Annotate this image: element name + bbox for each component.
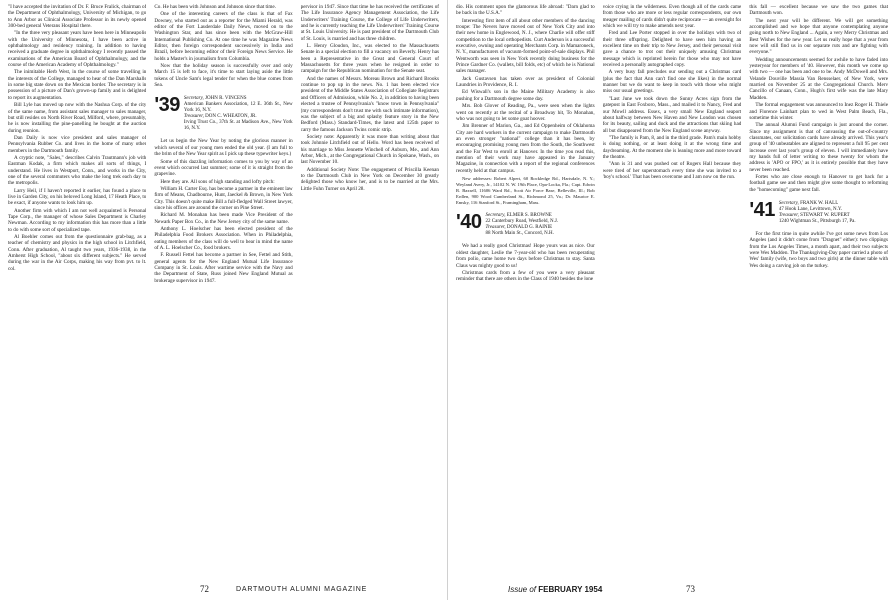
secretary-name: ELMER S. BROWNE	[506, 213, 552, 219]
issue-label: Issue of	[508, 584, 537, 594]
treasurer-name: STEWART W. RUPERT	[800, 212, 850, 218]
paragraph: William H. Carter Esq. has become a partner in the eminent law firm of Means, Chadbourne, Hunt, Jaeckel & Brown, in New York City. This doesn't quite make Bill a full-fledged Wall Street lawyer, since his offices are around the corner on Pine Street.	[154, 185, 293, 211]
paragraph: A cryptic note, "Sales," describes Calvin Trautmann's job with Eastman Kodak, a firm which makes all sorts of things, I understand. He lives in Westport, Conn., and works in the City, one of the several commuters who make the long trek each day to the metropolis.	[8, 154, 147, 187]
paragraph: Let us begin the New Year by noting the glorious manner in which several of our young men ended the old year. (I am full to the brim of the New Year spirit as I pick up these typewriter keys.)	[154, 138, 293, 158]
right-col-2	[603, 4, 742, 580]
secretary-label: Secretary,	[485, 213, 506, 219]
paragraph: Christmas cards from a few of you were a very pleasant reminder that there are others in the Class of 1940 besides the lone	[456, 269, 595, 283]
paragraph: Jack Gustavsen has taken over as president of Colonial Laundries in Providence, R. I.	[456, 75, 595, 89]
paragraph: Fortes who are close enough to Hanover to get back for a football game see and then might give some thought to reforming the "homecoming" game next fall.	[749, 173, 888, 193]
paragraph: pervisor in 1947. Since that time he has received the certificates of The Life Insurance Agency Management Association, the Life Underwriters' Training Course, the College of Life Underwriters, and he is currently teaching the Life Underwriters' Training Course at St. Louis University. He is past president of the Dartmouth Club of St. Louis, is married and has three children.	[300, 4, 439, 42]
paragraph: The next year will be different. We will get something accomplished and we hope that anyone contemplating anyone going north to New England ... Again, a very Merry Christmas and Best Wishes for the new year. Let us really hope that a year from now will still find us in our separate ruts and are fighting with everyone."	[749, 17, 888, 56]
secretary-label: Secretary,	[778, 200, 799, 206]
treasurer-name: DON C. WHEATON, JR.	[205, 114, 257, 120]
paragraph: F. Russell Fettel has become a partner in See, Fettel and Stith, general agents for the New England Mutual Life Insurance Company in St. Louis. After wartime service with the Navy and the Department of State, Russ joined New England Mutual as brokerage supervisor in 1947.	[154, 252, 293, 284]
class-year: '40	[456, 211, 482, 234]
magazine-title: DARTMOUTH ALUMNI MAGAZINE	[236, 585, 368, 593]
paragraph: Interesting first item of all about other members of the dancing troupe: The Nevers have moved out of New York City and into their new home in Englewood, N. J., where Charlie will offer stiff competition to the local orthopedists. Curt Anderson is a successful executive, owning and operating Merchants Corp. in Mamaroneck, N. Y., manufacturers of vacuum-formed point-of-sale displays. Phil Wentworth was seen in New York recently doing business for the Prince Gardner Co. (wallets, bill folds, etc) of which he is National sales manager.	[456, 17, 595, 75]
paragraph: Mrs. Bob Glover of Reading, Pa., were seen when the lights went on recently at the recital of a Broadway hit, To Monahan, who was not going to let some goat hoover.	[456, 103, 595, 122]
treasurer-address: 88 North Main St., Concord, N.H.	[485, 231, 554, 237]
paragraph: Co. He has been with Johnson and Johnson since that time.	[154, 4, 276, 10]
left-page-columns	[8, 4, 439, 580]
treasurer-address: Irving Trust Co., 37th St. at Madison Ave., New York 16, N.Y.	[183, 120, 293, 132]
issue-date	[508, 585, 602, 594]
right-page-footer	[448, 581, 896, 597]
paragraph: Some of this dazzling information comes to you by way of an event which occurred last summer; some of it is straight from the grapevine.	[154, 158, 293, 178]
treasurer-label: Treasurer,	[485, 225, 506, 231]
paragraph: voice crying in the wilderness. Even though all of the cards came from those who are more or less regular correspondents, our own meager mailing of cards didn't quite reciprocate — an oversight for which we will try to make amends next year.	[602, 4, 742, 30]
left-col-2	[154, 4, 292, 580]
class-year: '39	[154, 94, 180, 117]
right-col-1	[456, 4, 595, 580]
secretary-name: JOHN R. VINCENS	[205, 96, 247, 102]
paragraph: Anthony L. Hoelscher has been elected president of the Philadelphia Food Brokers Association. When in Philadelphia, eating members of the class will do well to bear in mind the name of A. L. Hoelscher Co., food brokers.	[154, 225, 293, 251]
left-col-1	[8, 4, 146, 580]
class-officers	[184, 96, 293, 132]
treasurer-name: DONALD G. RAINIE	[506, 225, 553, 231]
secretary-label: Secretary,	[183, 96, 204, 102]
paragraph: Another firm with which I am not well acquainted is Personal Tape Corp., the manager of whose Sales Department is Charley Newman. According to my information this has more than a little to do with some sort of specialized tape.	[8, 207, 147, 233]
paragraph: "I have accepted the invitation of Dr. F. Bruce Fralick, chairman of the Department of Ophthalmology, University of Michigan, to go to Ann Arbor as Clinical Associate Professor in its newly opened 300-bed general Veterans Hospital there.	[8, 4, 147, 30]
class-officers	[779, 201, 856, 225]
paragraph: Here they are. All sons of high standing and lofty pitch:	[160, 178, 275, 185]
paragraph: "Ann is 31 and was pushed out of Rogers Hall because they were tired of her superstomach every time she was invited to a 'boy's school.' That has been overcome and I am now on the run.	[602, 161, 742, 180]
class-1939-header	[154, 96, 292, 132]
paragraph: One of the interesting careers of the class is that of Fax Downey, who started out as a reporter for the Miami Herald, was editor of the Fort Lauderdale Daily News, moved on to the Washington Star, and has since been with the McGraw-Hill International Publishing Co. At one time he was Magazine News Editor, then foreign correspondent successively in India and Brazil, before becoming editor of their Foreign News Service. He holds a Master's in journalism from Columbia.	[154, 11, 293, 62]
paragraph: "The family is Pam, 8, and in the third grade. Pam's main hobby is doing nothing, or at least doing it at the wrong time and daydreaming. At the moment she is leaning more and more toward the theatre.	[602, 134, 742, 160]
issue-month: FEBRUARY 1954	[538, 584, 603, 594]
secretary-address: 22 Canterbury Road, Westfield, N.J.	[485, 219, 559, 225]
class-officers	[486, 213, 559, 237]
paragraph: L. Henry Gloudon, Inc., was elected to the Massachusetts Senate in a special election to fill a vacancy on Beverly. Henry has been a Representative in the Great and General Court of Massachusetts for three years when he resigned in order to campaign for the Republican nomination for the Senate seat.	[300, 43, 439, 75]
treasurer-label: Treasurer,	[778, 212, 799, 218]
paragraph: Wedding announcements seemed for awhile to have faded into yesteryear for members of '40. However, this month we come up with two — one has been and one to be. Andy McDowell and Mrs. Velande Douville Massia Van Rensselaer, of New York, were married on November 25 at the Congregational Church. Merv Cancillo of Canaan, Conn., Hugh's first wife was the late Mary Madden.	[749, 56, 888, 101]
left-page-footer	[0, 581, 447, 597]
paragraph: "Last June we took down the Sunny Acres sign from the gatepost in East Foxboro, Mass., and mailed it to Nancy, Fred and our Mowll address. Essex, a very small New England seaport about halfway between New Haven and New London was chosen for its beauty, sailing and duck and the attractions that skiing had all but disappeared from the New England scene anyway.	[602, 95, 742, 134]
paragraph: Fred and Lee Porter stopped in over the holidays with two of their three offspring. Delighted to have seen him having an excellent time on their trip to New Jersey, and their personal visit gave a chance to trot out their uniquely amusing Christmas message which is reprinted herein for those who may not have received a personally autographed copy.	[602, 30, 742, 69]
paragraph: The annual Alumni Fund campaign is just around the corner. Since my assignment is that of canvassing the out-of-country classmates, our solicitation cards have already arrived. This year's group of '40 unbeatables are aligned to represent a full 95 per cent increase over last year's group of eleven. I will immediately have my hands full of letter writing to these twenty for whom the address is 'APO or FPO,' as it is entirely possible that they have never been reached.	[749, 122, 888, 173]
left-col-3	[301, 4, 439, 580]
class-year: '41	[749, 198, 775, 221]
right-page-columns	[456, 4, 888, 580]
paragraph: Now that the holiday season is successfully over and only March 15 is left to face, it's time to start laying aside the little tokens of Uncle Sam's legal tender for when the blue comes from Sea.	[154, 63, 293, 89]
paragraph: Larry Heil, if I haven't reported it earlier, has found a place to live in Garden City, on his beloved Long Island, 17 Heath Place, to be exact, if anyone wants to look him up.	[8, 187, 147, 207]
page-number: 72	[200, 584, 209, 594]
paragraph: Dan Daily is now vice president and sales manager of Pennsylvania Rubber Co. and lives in the home of many other members in the Dartmouth family.	[8, 134, 147, 154]
right-page	[448, 0, 896, 600]
paragraph: We had a really good Christmas! Hope yours was as nice. Our oldest daughter, Leslie the 7-year-old who has been recuperating from polio, came home two days before Christmas to stay. Santa Claus was mighty good to us!	[456, 243, 595, 269]
right-col-3	[749, 4, 888, 580]
paragraph: "In the three very pleasant years have been here in Minneapolis with the University of Minnesota, I have been active in ophthalmology and residency training. In addition to having received a graduate degree in ophthalmology I recently passed the examinations of the American Board of Ophthalmology, and the course of the American Academy of Ophthalmology."	[8, 30, 147, 69]
treasurer-address: 1240 Wightman St., Pittsburgh 17, Pa.	[778, 218, 856, 224]
paragraph: dio. His comment upon the glamorous life abroad: "Darn glad to be back in the U.S.A."	[456, 4, 595, 17]
paragraph: Richard M. Monahan has been made Vice President of the Newark Paper Box Co., in the New Jersey city of the same name.	[154, 212, 293, 225]
paragraph: For the first time in quite awhile I've got some news from Los Angeles (and it didn't come from "Dragnet" either): two clippings from the Los Angeles Times, a month apart, and their two subjects were Wes Madden. The Thanksgiving-Day paper carried a photo of Wes' family (wife, two boys and two girls) at the dinner table with Wes doing a carving job on the turkey.	[749, 230, 888, 269]
paragraph: Al Boehler comes out from the questionnaire grab-bag, as a teacher of chemistry and physics in the high school in Litchfield, Conn. After graduation, Al taught two years, 1936-1938, in the Amherst High School, "about six different subjects." He served during the war in the Air Corps, making his way from pvt. to lt. col.	[8, 234, 147, 272]
paragraph: A very busy fall precludes our sending out a Christmas card (plus the fact that Ann can't find one she likes) in the normal manner but we do want to keep in touch with those who might miss our usual greetings.	[602, 69, 742, 95]
paragraph: this fall — excellent because we saw the two games that Dartmouth won.	[749, 4, 888, 17]
paragraph: Additional Society Note: The engagement of Priscilla Keenan to the Dartmouth Club in New York on December 30 greatly delighted those who know her, and is to be married at the Mrs. Little Fuhn Turner on April 28.	[300, 166, 439, 192]
page-number: 73	[686, 584, 695, 594]
paragraph: Jim Brenner of Marion, Ga., and Ed Oppenheim of Oklahoma City are hard workers in the current campaign to make Dartmouth an even stronger "national" college than it has been, by encouraging promising young men from the South, the Southwest and the Far West to enroll at Hanover. In the time you read this, mention of their work may have appeared in the January Magazine, in connection with a report of the regional conferences recently held at that campus.	[456, 123, 595, 174]
secretary-name: FRANK W. HALL	[800, 200, 839, 206]
paragraph: Bill Lyle has moved up now with the Nashua Corp. of the city of the same name, from assistant sales manager to sales manager, but still resides on North River Road, Milford, where, presumably, he is now installing the pine-panelling he bought at the auction during reunion.	[8, 102, 147, 134]
treasurer-label: Treasurer,	[183, 114, 204, 120]
paragraph: Society note: Apparently it was more than writing about that took Johnnie Litchfield out of Hello. Word has been received of his marriage to Miss Jennette Winchell of Auburn, Me., and Ann Arbor, Mich., at the Congregational Church in Spokane, Wash., on last November 10.	[300, 133, 439, 166]
paragraph: The formal engagement was announced to Inez Roger H. Thiele and Florence Lainhart plan to wed in West Palm Beach, Fla., sometime this winter.	[749, 102, 888, 121]
secretary-address: 47 Hook Lane, Levittown, N.Y.	[778, 206, 843, 212]
secretary-address: American Bankers Association, 12 E. 36th St., New York 16, N.Y.	[183, 102, 293, 114]
paragraph: The inimitable Herb West, in the course of some travelling in the interests of the College, managed to hear of the Dan Marshalls in some big state down on the Mexican border. The secretary is in possession of a picture of Dan's grown-up family and is delighted to report its augmentation.	[8, 69, 147, 101]
paragraph: And the names of Messrs. Moreau Brown and Richard Brooks continue to pop up in the news. No. 1 has been elected vice president of the Middle States Association of Collegiate Registrars and Officers of Admission, while No. 2, in addition to having been elected a trustee of Pennsylvania's "know town in Pennsylvania" (my correspondents don't trust me with such intimate information), was the subject of a big and splashy feature story in the New Bedford (Mass.) Standard-Times, the latest and 125th paper to carry the famous Jackson Twins comic strip.	[300, 75, 439, 133]
paragraph: Ed Wiswall's son in the Maine Military Academy is also pushing for a Dartmouth degree some day.	[456, 89, 595, 102]
class-1941-header	[749, 198, 888, 225]
address-list: New addresses: Robert Alpert, 60 Rockledge Rd., Hartsdale, N. Y.; Weyland Avery, Jr., 14102 N. W. 19th Place, Opa-Locka, Fla.; Capt. Edwin R. Baxsell, 11606 Ward Rd., Scott Air Force Base, Belleville, Ill.; Bob Erdlen, 900 Wood Cumberland St., Richmond 25, Va.; Dr. Maurice E. Emsky, 116 Stanford St., Framingham, Mass.	[456, 175, 595, 205]
class-1940-header	[456, 213, 595, 237]
